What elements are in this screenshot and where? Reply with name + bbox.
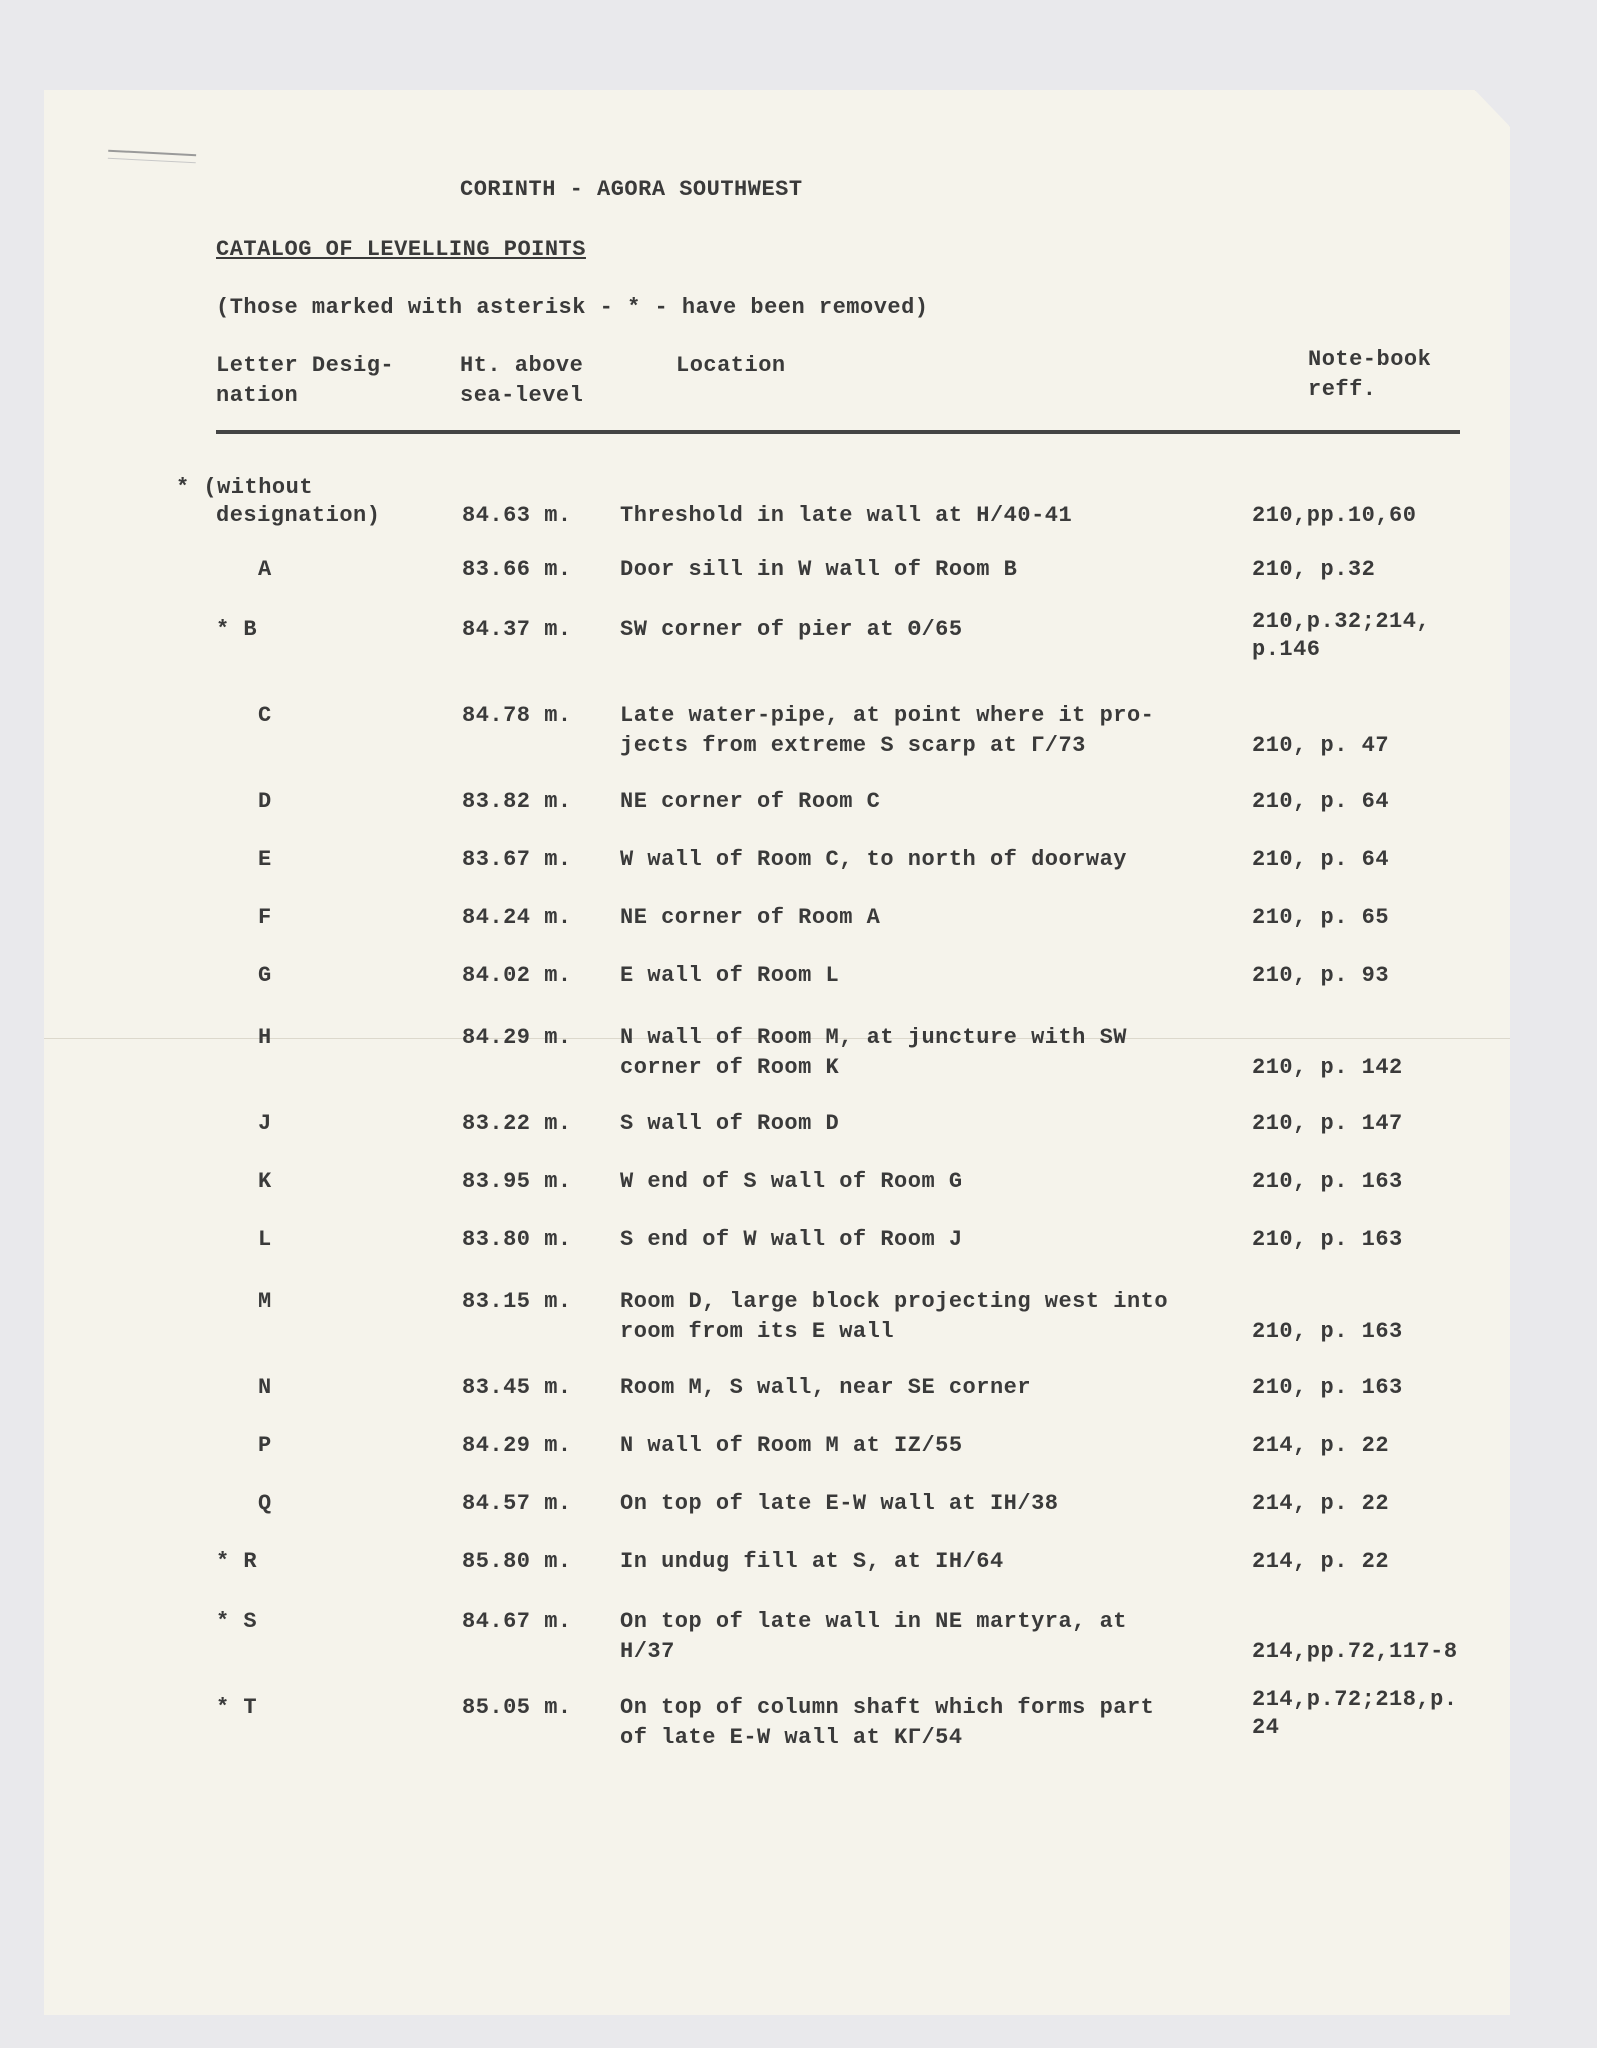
row-notebook-ref: 210, p. 64 (1252, 789, 1390, 814)
row-letter: P (258, 1433, 272, 1458)
row-location: Room D, large block projecting west into (620, 1289, 1169, 1314)
row-letter-2: designation) (216, 503, 381, 528)
row-height: 84.29 m. (462, 1025, 572, 1050)
row-location-2: corner of Room K (620, 1055, 840, 1080)
row-notebook-ref: 214, p. 22 (1252, 1549, 1390, 1574)
row-letter: * (without (176, 475, 314, 500)
column-header-letter: Letter Desig- (216, 353, 395, 378)
row-notebook-ref: 210, p. 163 (1252, 1169, 1403, 1194)
row-notebook-ref: 210, p. 47 (1252, 733, 1390, 758)
row-notebook-ref: 214, p. 22 (1252, 1491, 1390, 1516)
row-notebook-ref: 210, p. 64 (1252, 847, 1390, 872)
row-height: 83.45 m. (462, 1375, 572, 1400)
row-notebook-ref: 214, p. 22 (1252, 1433, 1390, 1458)
row-letter: A (258, 557, 272, 582)
row-location: Threshold in late wall at H/40-41 (620, 503, 1073, 528)
row-location: On top of late E-W wall at IH/38 (620, 1491, 1059, 1516)
row-height: 84.63 m. (462, 503, 572, 528)
row-letter: L (258, 1227, 272, 1252)
row-letter: J (258, 1111, 272, 1136)
row-notebook-ref: 210, p. 65 (1252, 905, 1390, 930)
row-location-2: room from its E wall (620, 1319, 895, 1344)
row-location: NE corner of Room C (620, 789, 881, 814)
row-location: S wall of Room D (620, 1111, 840, 1136)
removal-note: (Those marked with asterisk - * - have been removed) (216, 295, 929, 320)
row-letter: C (258, 703, 272, 728)
column-header-letter-2: nation (216, 383, 299, 408)
row-location: Door sill in W wall of Room B (620, 557, 1018, 582)
row-notebook-ref: 214,p.72;218,p. (1252, 1687, 1458, 1712)
row-height: 84.57 m. (462, 1491, 572, 1516)
row-height: 84.67 m. (462, 1609, 572, 1634)
row-height: 84.37 m. (462, 617, 572, 642)
row-location: NE corner of Room A (620, 905, 881, 930)
row-height: 85.80 m. (462, 1549, 572, 1574)
header-divider (216, 430, 1460, 434)
row-notebook-ref: 210, p.32 (1252, 557, 1376, 582)
row-location: W wall of Room C, to north of doorway (620, 847, 1127, 872)
row-letter: F (258, 905, 272, 930)
row-notebook-ref: 210, p. 147 (1252, 1111, 1403, 1136)
row-location-2: of late E-W wall at KΓ/54 (620, 1725, 963, 1750)
column-header-location: Location (676, 353, 786, 378)
row-letter: * T (216, 1695, 258, 1720)
column-header-height: Ht. above (460, 353, 584, 378)
page-title: CORINTH - AGORA SOUTHWEST (460, 177, 803, 202)
row-location: N wall of Room M at IZ/55 (620, 1433, 963, 1458)
row-notebook-ref-2: p.146 (1252, 637, 1321, 662)
row-location: In undug fill at S, at IH/64 (620, 1549, 1004, 1574)
row-notebook-ref: 210, p. 163 (1252, 1319, 1403, 1344)
row-location: W end of S wall of Room G (620, 1169, 963, 1194)
row-letter: Q (258, 1491, 272, 1516)
catalog-heading: CATALOG OF LEVELLING POINTS (216, 237, 586, 262)
row-letter: * S (216, 1609, 258, 1634)
row-letter: D (258, 789, 272, 814)
row-height: 83.66 m. (462, 557, 572, 582)
row-height: 85.05 m. (462, 1695, 572, 1720)
row-letter: * R (216, 1549, 258, 1574)
row-location: Room M, S wall, near SE corner (620, 1375, 1032, 1400)
row-notebook-ref: 210, p. 163 (1252, 1227, 1403, 1252)
row-location: On top of late wall in NE martyra, at (620, 1609, 1127, 1634)
row-letter: M (258, 1289, 272, 1314)
row-location: E wall of Room L (620, 963, 840, 988)
row-location-2: H/37 (620, 1639, 675, 1664)
row-location: N wall of Room M, at juncture with SW (620, 1025, 1127, 1050)
row-height: 83.95 m. (462, 1169, 572, 1194)
row-height: 83.80 m. (462, 1227, 572, 1252)
row-location: SW corner of pier at Θ/65 (620, 617, 963, 642)
row-location: S end of W wall of Room J (620, 1227, 963, 1252)
row-notebook-ref-2: 24 (1252, 1715, 1280, 1740)
row-height: 84.78 m. (462, 703, 572, 728)
row-location: Late water-pipe, at point where it pro- (620, 703, 1155, 728)
column-header-height-2: sea-level (460, 383, 584, 408)
row-location-2: jects from extreme S scarp at Γ/73 (620, 733, 1086, 758)
row-notebook-ref: 210,pp.10,60 (1252, 503, 1417, 528)
row-letter: E (258, 847, 272, 872)
row-letter: K (258, 1169, 272, 1194)
column-header-ref-2: reff. (1308, 377, 1377, 402)
column-header-ref: Note-book (1308, 347, 1432, 372)
row-height: 83.82 m. (462, 789, 572, 814)
row-height: 84.29 m. (462, 1433, 572, 1458)
row-letter: N (258, 1375, 272, 1400)
row-letter: * B (216, 617, 258, 642)
row-height: 83.22 m. (462, 1111, 572, 1136)
row-notebook-ref: 210, p. 163 (1252, 1375, 1403, 1400)
row-height: 83.15 m. (462, 1289, 572, 1314)
row-notebook-ref: 210,p.32;214, (1252, 609, 1431, 634)
row-location: On top of column shaft which forms part (620, 1695, 1155, 1720)
row-letter: G (258, 963, 272, 988)
row-notebook-ref: 210, p. 142 (1252, 1055, 1403, 1080)
row-height: 83.67 m. (462, 847, 572, 872)
row-notebook-ref: 214,pp.72,117-8 (1252, 1639, 1458, 1664)
row-notebook-ref: 210, p. 93 (1252, 963, 1390, 988)
row-letter: H (258, 1025, 272, 1050)
row-height: 84.02 m. (462, 963, 572, 988)
row-height: 84.24 m. (462, 905, 572, 930)
